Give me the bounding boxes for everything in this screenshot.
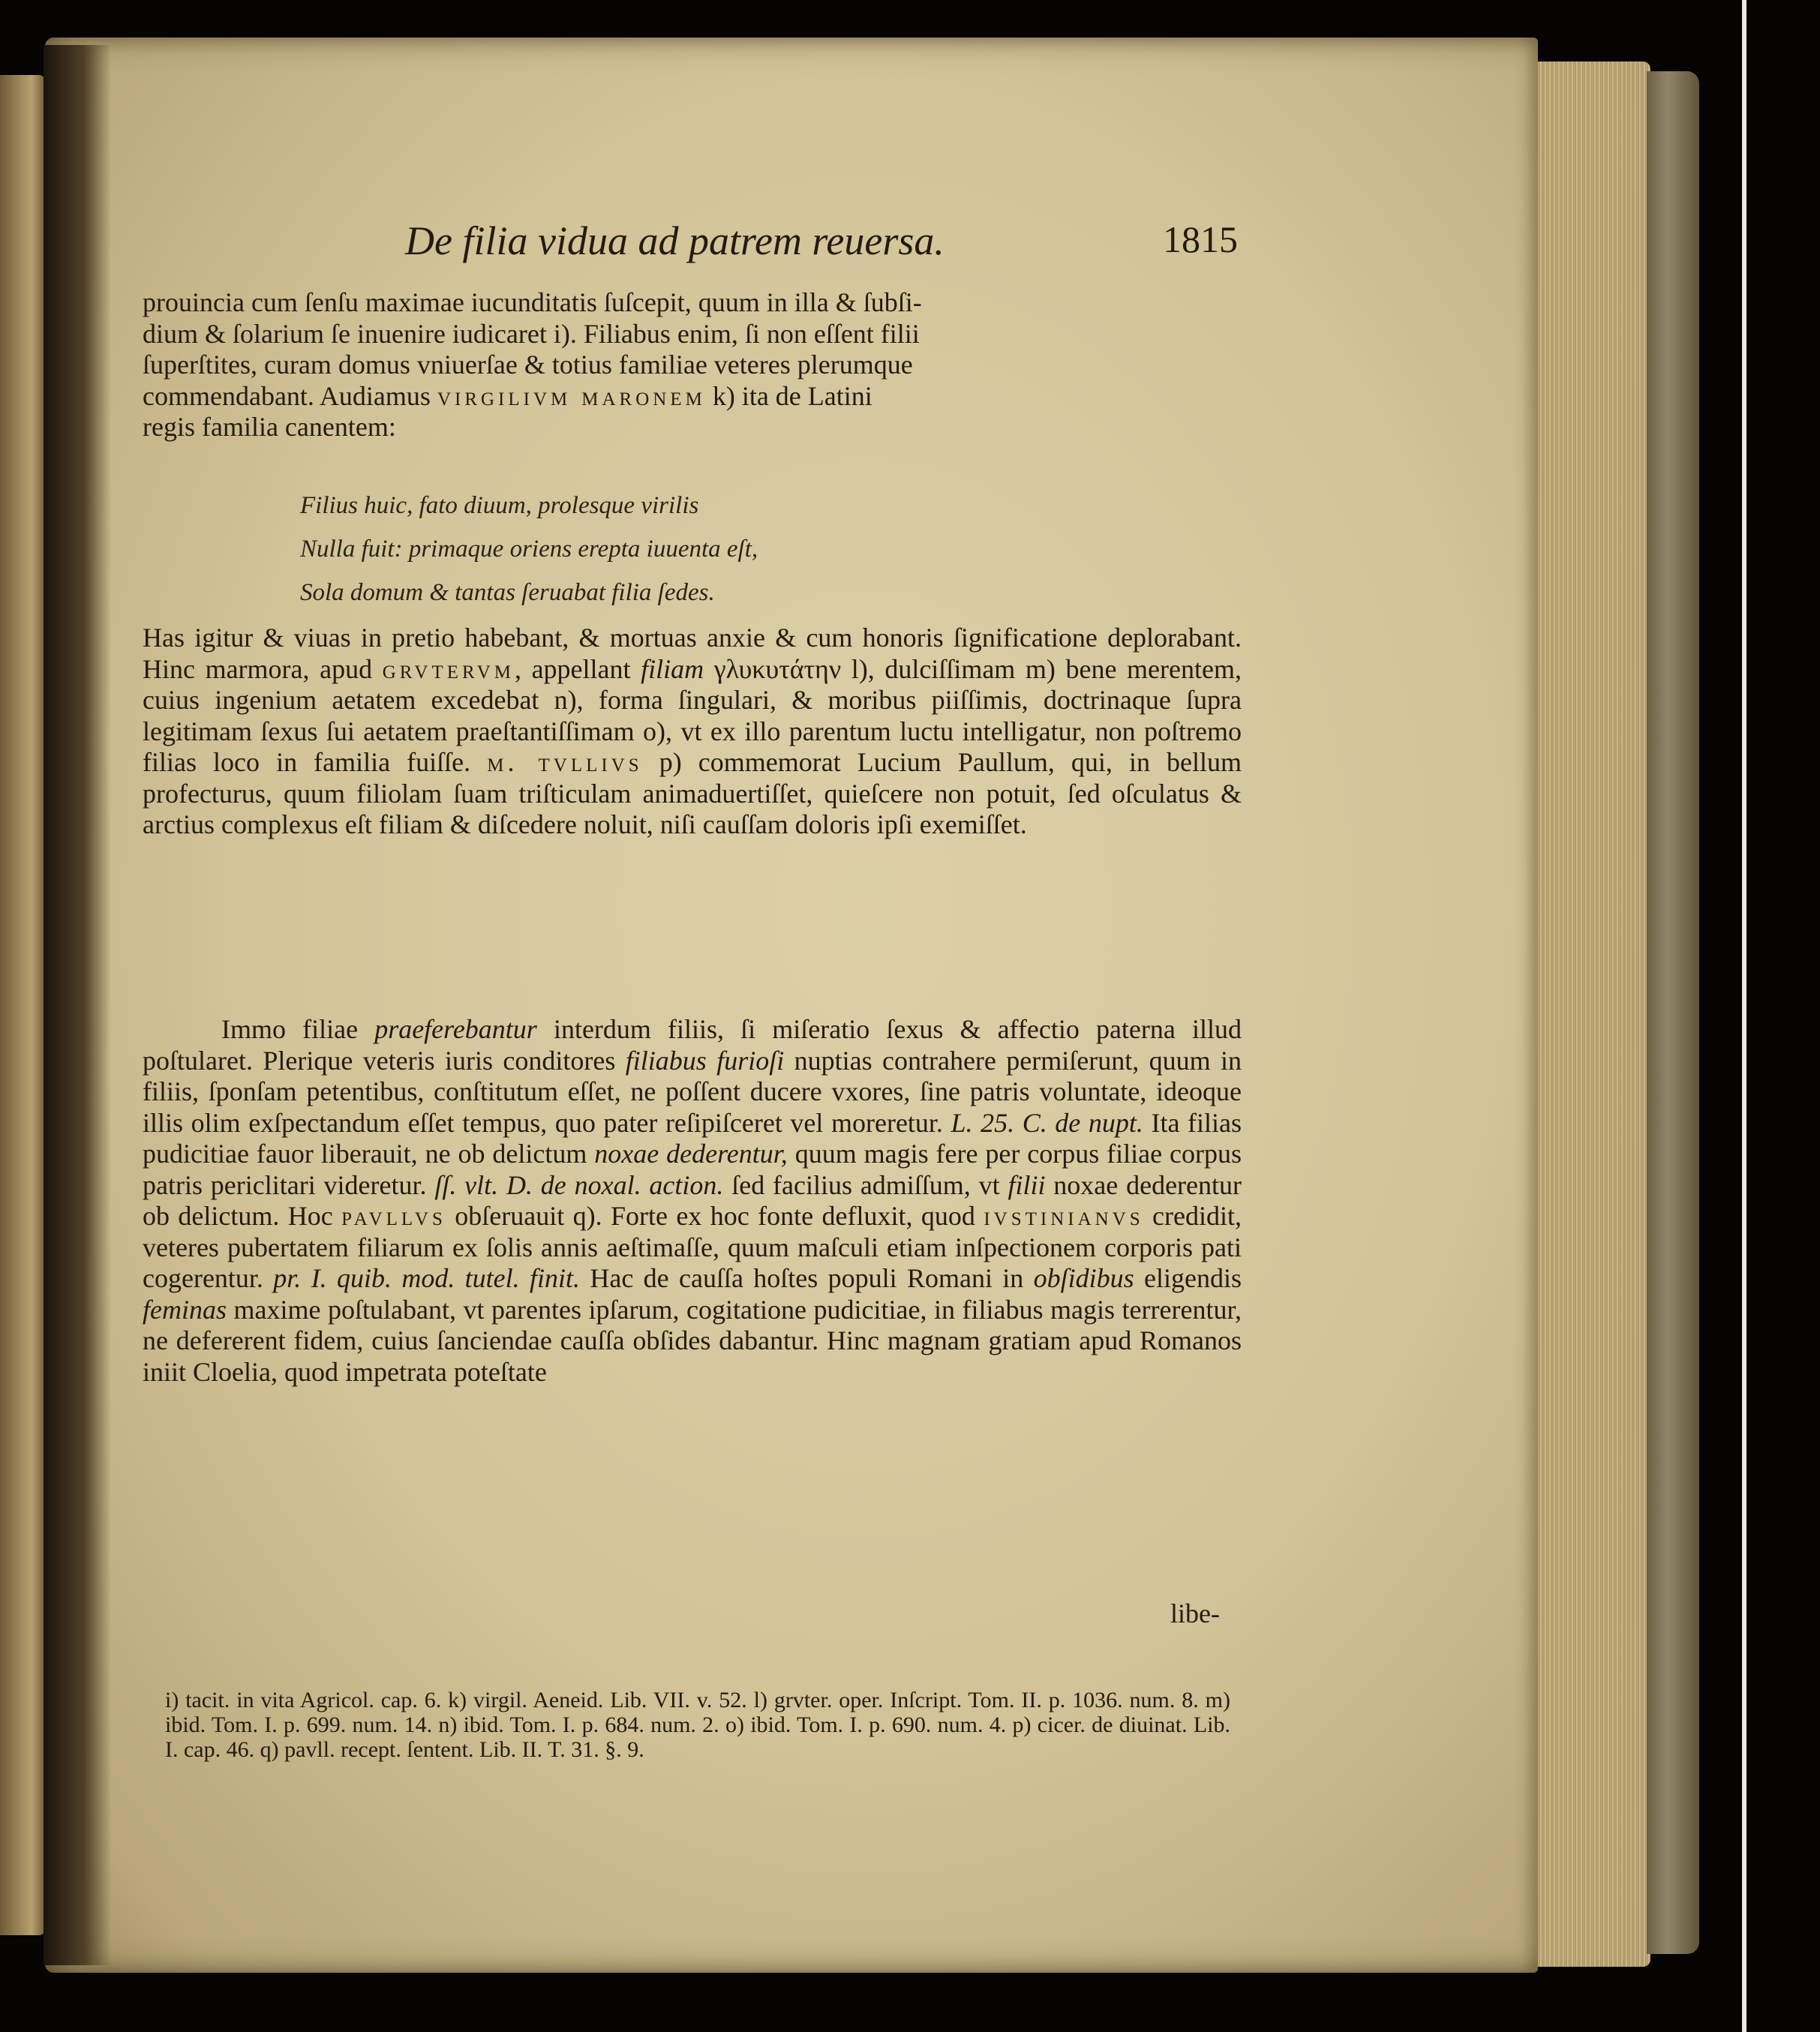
verse-line: Nulla fuit: primaque oriens erepta iuuenta eſt, <box>300 536 758 563</box>
text-run: credidit, veteres pubertatem filiarum ex ſolis annis aeſtimaſſe, quum maſculi etiam inſpectionem corporis pati cogerentur. <box>143 1201 1242 1293</box>
italic-term: obſidibus <box>1033 1263 1134 1293</box>
italic-term: feminas <box>143 1294 227 1325</box>
paragraph-1-line: prouincia cum ſenſu maximae iucunditatis ſuſcepit, quum in illa & ſubſi- <box>143 287 922 317</box>
text-run: obſeruauit q). Forte ex hoc fonte defluxit, quod <box>446 1201 984 1231</box>
scan-border <box>1742 0 1746 2032</box>
book-cover <box>1647 71 1699 1954</box>
text-run: p) commemorat Lucium Paullum, qui, in bellum profecturus, quum filiolam ſuam triſticulam animaduertiſſet, quieſcere non potuit, ſed oſculatus & arctius complexus eſt filiam & diſcedere noluit, niſi cauſſam doloris ipſi exemiſſet. <box>143 747 1242 839</box>
fore-edge <box>1538 62 1650 1967</box>
verse-line: Filius huic, fato diuum, prolesque virilis <box>300 492 699 519</box>
text-run: ſed facilius admiſſum, vt <box>723 1169 1008 1200</box>
author-name: ivstinianvs <box>984 1201 1144 1231</box>
author-name: pavllvs <box>341 1201 446 1231</box>
text-run: γλυκυτάτην l), dulciſſimam m) bene merentem, cuius ingenium aetatem excedebat n), forma ſingulari, & moribus piiſſimis, doctrinaque ſupra legitimam ſexus ſui aetatem praeſtantiſſimam o), vt ex illo parentum luctu intelligatur, non poſtremo filias loco in familia fuiſſe. <box>143 653 1242 777</box>
text-run: Immo filiae <box>221 1014 375 1044</box>
italic-term: noxae dederentur, <box>594 1139 788 1169</box>
paragraph-3 <box>143 1014 1242 1388</box>
paragraph-1 <box>143 287 1242 443</box>
running-title: De filia vidua ad patrem reuersa. <box>405 218 945 263</box>
legal-citation: L. 25. C. de nupt. <box>951 1107 1143 1138</box>
italic-term: filiam <box>641 653 704 684</box>
text-run: Has igitur & viuas in pretio habebant, & mortuas anxie & cum honoris ſignificatione deplorabant. Hinc marmora, apud <box>143 623 1242 684</box>
gutter-shadow <box>44 45 111 1965</box>
text-run: , appellant <box>514 653 641 684</box>
text-run: nuptias contrahere permiſerunt, quum in filiis, ſponſam petentibus, conſtitutum eſſet, ne poſſent ducere vxores, ſine patris voluntate, ideoque illis olim exſpectandum eſſet tempus, quo pater reſipiſceret vel moreretur. <box>143 1045 1242 1138</box>
footnotes: i) tacit. in vita Agricol. cap. 6. k) virgil. Aeneid. Lib. VII. v. 52. l) grvter. oper. Inſcript. Tom. II. p. 1036. num. 8. m) ibid. Tom. I. p. 699. num. 14. n) ibid. Tom. I. p. 684. num. 2. o) ibid. Tom. I. p. 690. num. 4. p) cicer. de diuinat. Lib. I. cap. 46. q) pavll. recept. ſentent. Lib. II. T. 31. §. 9. <box>165 1688 1230 1762</box>
text-run: interdum filiis, ſi miſeratio ſexus & affectio paterna illud poſtularet. Plerique veteris iuris conditores <box>143 1014 1242 1076</box>
text-run: Hac de cauſſa hoſtes populi Romani in <box>580 1263 1034 1293</box>
legal-citation: ſſ. vlt. D. de noxal. action. <box>434 1169 724 1200</box>
text-run: maxime poſtulabant, vt parentes ipſarum, cogitatione pudicitiae, in filiabus magis terrerentur, ne defererent fidem, cuius ſanciendae cauſſa obſides dabantur. Hinc magnam gratiam apud Romanos iniit Cloelia, quod impetrata poteſtate <box>143 1294 1242 1387</box>
author-name: virgilivm maronem <box>437 380 706 411</box>
text-run: quum magis fere per corpus filiae corpus patris periclitari videretur. <box>143 1139 1242 1200</box>
legal-citation: pr. I. quib. mod. tutel. finit. <box>273 1263 581 1293</box>
page-header <box>405 218 1238 270</box>
verse-quotation <box>300 484 1125 614</box>
text-run: eligendis <box>1134 1263 1242 1293</box>
page-number: 1815 <box>1163 218 1238 260</box>
catchword: libe- <box>1170 1598 1220 1628</box>
author-name: m. tvllivs <box>487 747 643 777</box>
verse-line: Sola domum & tantas ſeruabat filia ſedes. <box>300 579 715 606</box>
text-run: noxae dederentur ob delictum. Hoc <box>143 1169 1242 1231</box>
paragraph-1-line <box>143 381 1242 413</box>
paragraph-1-line: regis familia canentem: <box>143 412 396 442</box>
left-page-edge <box>0 75 45 1935</box>
text-run: commendabant. Audiamus <box>143 380 437 411</box>
italic-term: praeferebantur <box>374 1014 537 1044</box>
text-run: Ita filias pudicitiae fauor liberauit, ne ob delictum <box>143 1107 1242 1169</box>
italic-term: filiabus furioſi <box>625 1045 785 1076</box>
paragraph-1-line: dium & ſolarium ſe inuenire iudicaret i). Filiabus enim, ſi non eſſent filii <box>143 318 920 349</box>
author-name: grvtervm <box>382 653 515 684</box>
paragraph-1-line: ſuperſtites, curam domus vniuerſae & totius familiae veteres plerumque <box>143 350 913 380</box>
paragraph-2 <box>143 623 1242 841</box>
italic-term: filii <box>1008 1169 1046 1200</box>
text-run: k) ita de Latini <box>705 380 872 411</box>
